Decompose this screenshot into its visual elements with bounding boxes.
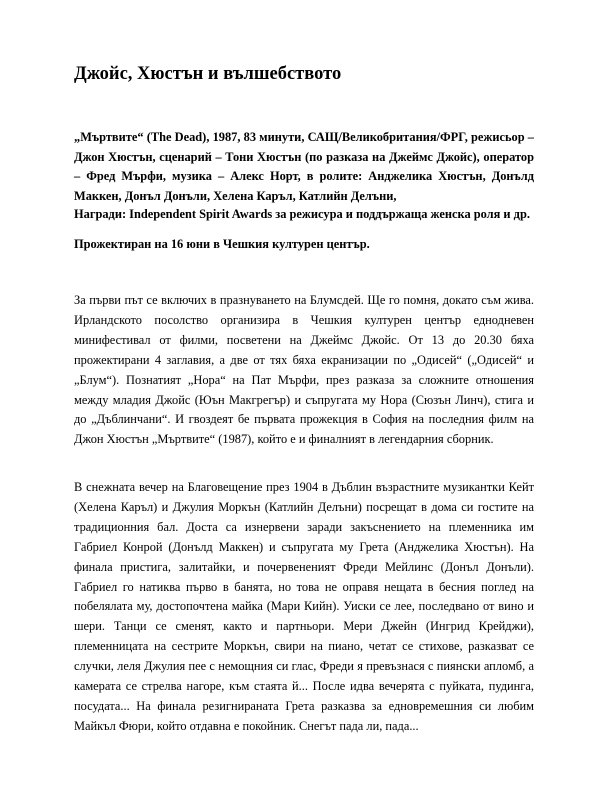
- film-awards: Награди: Independent Spirit Awards за режисура и поддържаща женска роля и др.: [74, 207, 530, 221]
- screening-info: Прожектиран на 16 юни в Чешкия културен център.: [74, 237, 370, 251]
- page-title: Джойс, Хюстън и вълшебството: [74, 64, 342, 84]
- body-paragraph-2: В снежната вечер на Благовещение през 1904 в Дъблин възрастните музикантки Кейт (Хелена Каръл) и Джулия Моркън (Катлийн Делъни) посрещат в дома си гостите на традиционния бал. Доста са изнервени заради закъснението на племенника им Габриел Конрой (Донълд Маккен) и съпругата му Грета (Анджелика Хюстън). На финала пристига, залитайки, и почервененият Фреди Мейлинс (Донъл Донъли). Габриел го натиква първо в банята, но това не оправя нещата в бесния поглед на побелялата му, достопочтена майка (Мари Кийн). Уиски се лее, последвано от вино и шери. Танци се сменят, както и партньори. Мери Джейн (Ингрид Крейджи), племенницата на сестрите Моркън, свири на пиано, четат се стихове, разказват се случки, леля Джулия пее с немощния си глас, Фреди я превъзнася с пиянски апломб, а камерата се стрелва нагоре, към стаята й... После идва вечерята с пуйката, пудинга, посудата... На финала резигнираната Грета разказва за едновремешния си любим Майкъл Фюри, който отдавна е покойник. Снегът пада ли, пада...: [74, 480, 534, 733]
- body-paragraph-1: За първи път се включих в празнуването на Блумсдей. Ще го помня, докато съм жива. Ирландското посолство организира в Чешкия културен център еднодневен минифестивал от филми, посветени на Джеймс Джойс. От 13 до 20.30 бяха прожектирани 4 заглавия, а две от тях бяха екранизации по „Одисей“ („Одисей“ и „Блум“). Познатият „Нора“ на Пат Мърфи, през разказа за сложните отношения между младия Джойс (Юън Макгрегър) и съпругата му Нора (Сюзън Линч), стига и до „Дъблинчани“. И гвоздеят бе първата прожекция в София на последния филм на Джон Хюстън „Мъртвите“ (1987), който е и финалният в легендарния сборник.: [74, 293, 534, 447]
- film-credits: „Мъртвите“ (The Dead), 1987, 83 минути, САЩ/Великобритания/ФРГ, режисьор – Джон Хюстън, сценарий – Тони Хюстън (по разказа на Джеймс Джойс), оператор – Фред Мърфи, музика – Алекс Норт, в ролите: Анджелика Хюстън, Донълд Маккен, Донъл Донъли, Хелена Каръл, Катлийн Делъни,: [74, 130, 534, 203]
